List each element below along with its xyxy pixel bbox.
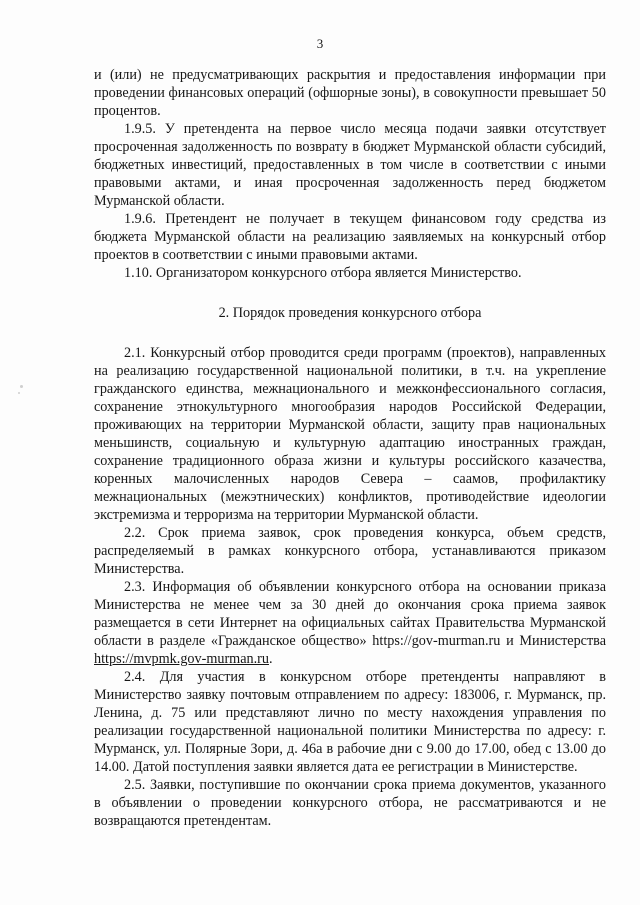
paragraph-1-9-6: 1.9.6. Претендент не получает в текущем финансовом году средства из бюджета Мурманской области на реализацию заявляемых на конкурсный отбор проектов в соответствии с иными правовыми актами. (94, 211, 606, 263)
paragraph-1-9-5: 1.9.5. У претендента на первое число месяца подачи заявки отсутствует просроченная задолженность по возврату в бюджет Мурманской области субсидий, бюджетных инвестиций, предоставленных в том числе в соответствии с иными правовыми актами, и иная просроченная задолженность перед бюджетом Мурманской области. (94, 121, 606, 209)
scan-speck (20, 385, 23, 388)
paragraph-2-3-text: 2.3. Информация об объявлении конкурсного отбора на основании приказа Министерства не менее чем за 30 дней до окончания срока приема заявок размещается в сети Интернет на официальных сайтах Правительства Мурманской области в разделе «Гражданское общество» https://gov-murman.ru и Министерства (94, 579, 606, 649)
page-number: 3 (316, 36, 324, 51)
paragraph-2-3 (94, 578, 606, 668)
paragraph-2-1: 2.1. Конкурсный отбор проводится среди программ (проектов), направленных на реализацию государственной национальной политики, в т.ч. на укрепление гражданского единства, межнационального и межконфессионального согласия, сохранение этнокультурного многообразия народов Российской Федерации, проживающих на территории Мурманской области, защиту прав национальных меньшинств, социальную и культурную адаптацию иностранных граждан, сохранение традиционного образа жизни и культуры российского казачества, коренных малочисленных народов Севера – саамов, профилактику межнациональных (межэтнических) конфликтов, противодействие идеологии экстремизма и терроризма на территории Мурманской области. (94, 345, 606, 523)
document-body (94, 66, 606, 830)
section-heading: 2. Порядок проведения конкурсного отбора (218, 305, 482, 321)
paragraph-continuation: и (или) не предусматривающих раскрытия и предоставления информации при проведении финансовых операций (офшорные зоны), в совокупности превышает 50 процентов. (94, 67, 606, 119)
ministry-website-link[interactable]: https://mvpmk.gov-murman.ru (94, 651, 269, 667)
paragraph-2-3-tail: . (268, 651, 273, 667)
scan-speck (18, 392, 20, 394)
paragraph-2-5: 2.5. Заявки, поступившие по окончании срока приема документов, указанного в объявлении о проведении конкурсного отбора, не рассматриваются и не возвращаются претендентам. (94, 777, 606, 829)
paragraph-2-4: 2.4. Для участия в конкурсном отборе претенденты направляют в Министерство заявку почтовым отправлением по адресу: 183006, г. Мурманск, пр. Ленина, д. 75 или представляют лично по месту нахождения управления по реализации государственной национальной политики Министерства по адресу: г. Мурманск, ул. Полярные Зори, д. 46а в рабочие дни с 9.00 до 17.00, обед с 13.00 до 14.00. Датой поступления заявки является дата ее регистрации в Министерстве. (94, 669, 606, 775)
paragraph-2-2: 2.2. Срок приема заявок, срок проведения конкурса, объем средств, распределяемый в рамках конкурсного отбора, устанавливаются приказом Министерства. (94, 525, 606, 577)
paragraph-1-10: 1.10. Организатором конкурсного отбора является Министерство. (124, 265, 522, 281)
